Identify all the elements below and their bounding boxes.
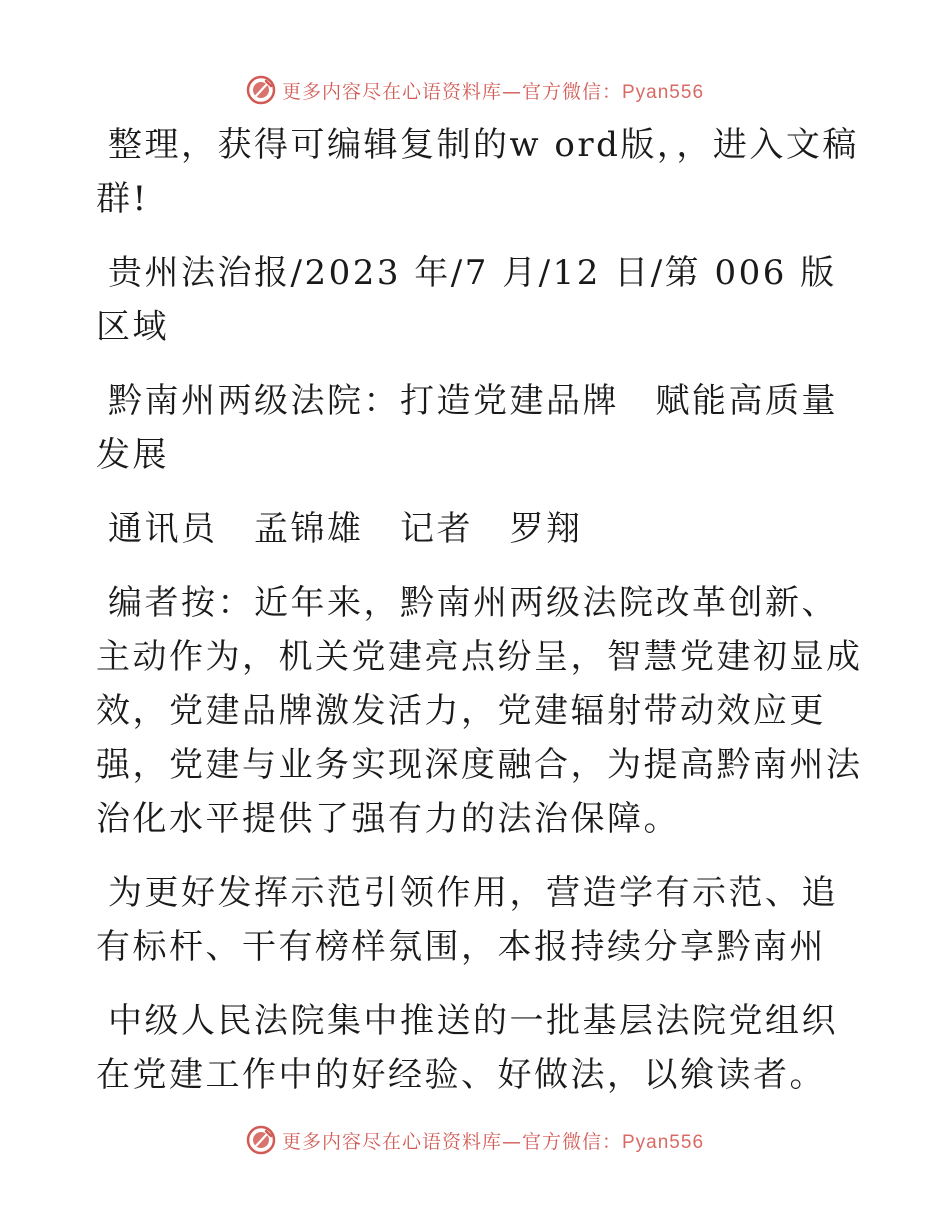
watermark-text: 更多内容尽在心语资料库—官方微信：Pyan556 [281,1130,705,1153]
source-line: 贵州法治报/2023 年/7 月/12 日/第 006 版区域 [96,253,837,347]
body-paragraph-2: 中级人民法院集中推送的一批基层法院党组织在党建工作中的好经验、好做法，以飨读者。 [96,1001,838,1095]
watermark-logo-icon [246,1125,276,1155]
body-paragraph-1: 为更好发挥示范引领作用，营造学有示范、追有标杆、干有榜样氛围，本报持续分享黔南州 [96,873,838,967]
watermark-logo-icon [246,75,276,105]
editor-note: 编者按：近年来，黔南州两级法院改革创新、主动作为，机关党建亮点纷呈，智慧党建初显成效，党建品牌激发活力，党建辐射带动效应更强，党建与业务实现深度融合，为提高黔南州法治化水平提供了强有力的法治保障。 [96,583,863,839]
intro-paragraph: 整理，获得可编辑复制的w ord版，，进入文稿群! [96,125,859,219]
watermark-handle: Pyan556 [622,1131,705,1153]
document-body [96,118,866,1122]
watermark-text: 更多内容尽在心语资料库—官方微信：Pyan556 [281,80,705,103]
watermark-handle: Pyan556 [622,81,705,103]
header-watermark [0,70,950,110]
article-title: 黔南州两级法院：打造党建品牌 赋能高质量发展 [96,381,838,475]
footer-watermark [0,1120,950,1160]
byline: 通讯员 孟锦雄 记者 罗翔 [108,509,583,549]
